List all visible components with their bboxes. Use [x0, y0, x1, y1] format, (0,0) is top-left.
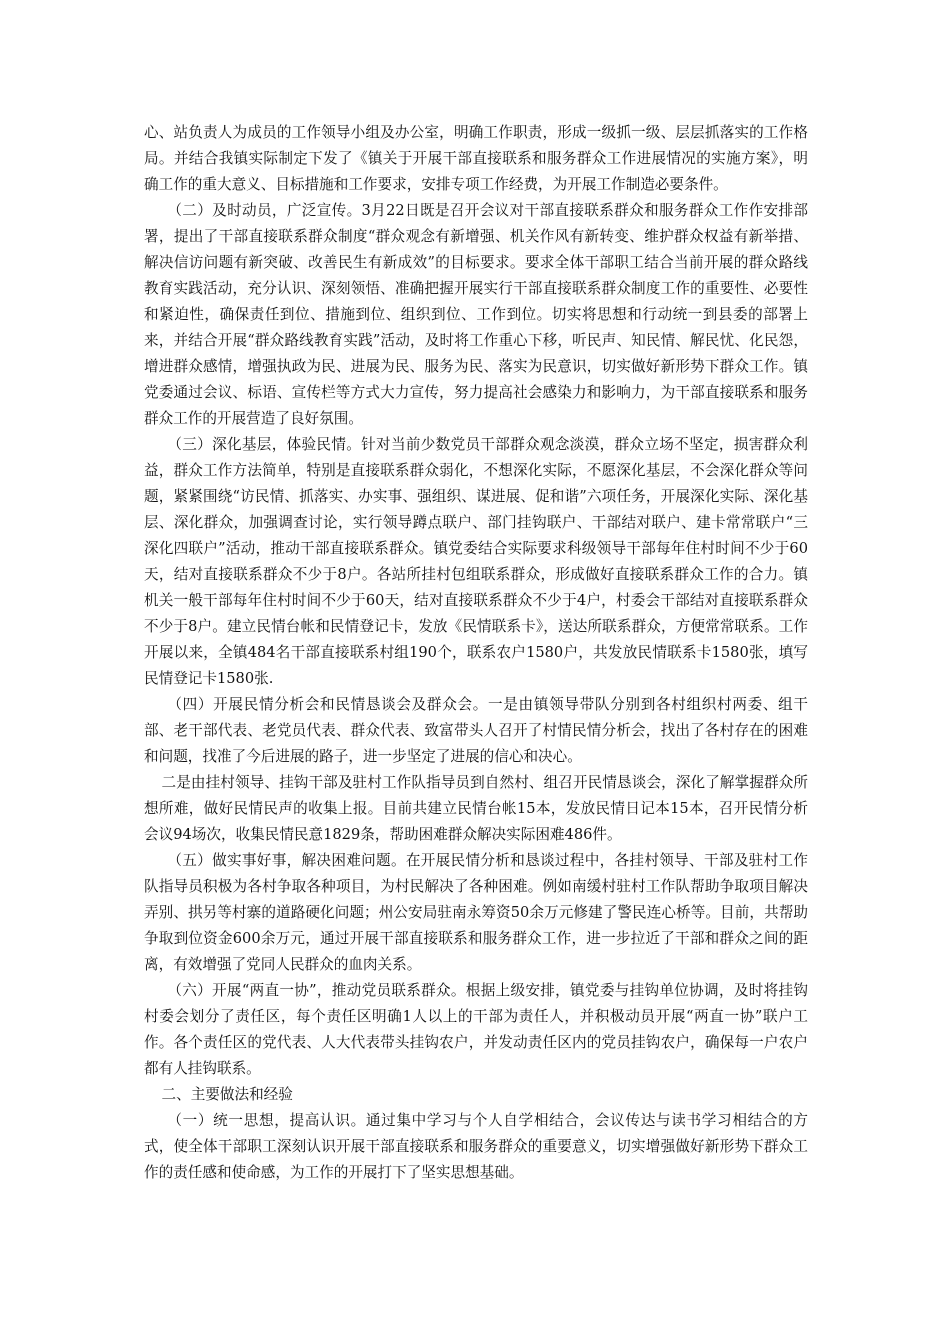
paragraph-unify-thinking: （一）统一思想，提高认识。通过集中学习与个人自学相结合，会议传达与读书学习相结合的方式，使全体干部职工深刻认识开展干部直接联系和服务群众的重要意义，切实增强做好新形势下群众工作的责任感和使命感，为工作的开展打下了坚实思想基础。	[144, 1112, 808, 1181]
section-heading: 二、主要做法和经验	[161, 1086, 293, 1103]
paragraph-mobilization: （二）及时动员，广泛宣传。3月22日既是召开会议对干部直接联系群众和服务群众工作作安排部署，提出了干部直接联系群众制度“群众观念有新增强、机关作风有新转变、维护群众权益有新举措、解决信访问题有新突破、改善民生有新成效”的目标要求。要求全体干部职工结合当前开展的群众路线教育实践活动，充分认识、深刻领悟、准确把握开展实行干部直接联系群众制度工作的重要性、必要性和紧迫性，确保责任到位、措施到位、组织到位、工作到位。切实将思想和行动统一到县委的部署上来，并结合开展“群众路线教育实践”活动，及时将工作重心下移，听民声、知民情、解民忧、化民怨，增进群众感情，增强执政为民、进展为民、服务为民、落实为民意识，切实做好新形势下群众工作。镇党委通过会议、标语、宣传栏等方式大力宣传，努力提高社会感染力和影响力，为干部直接联系和服务群众工作的开展营造了良好氛围。	[144, 202, 808, 427]
paragraph-two-direct-one-assist: （六）开展“两直一协”，推动党员联系群众。根据上级安排，镇党委与挂钩单位协调，及时将挂钩村委会划分了责任区，每个责任区明确1人以上的干部为责任人，并积极动员开展“两直一协”联户工作。各个责任区的党代表、人大代表带头挂钩农户，并发动责任区内的党员挂钩农户，确保每一户农户都有人挂钩联系。	[144, 982, 808, 1077]
document-body	[144, 120, 808, 1186]
paragraph-grassroots: （三）深化基层，体验民情。针对当前少数党员干部群众观念淡漠，群众立场不坚定，损害群众利益，群众工作方法简单，特别是直接联系群众弱化，不想深化实际，不愿深化基层，不会深化群众等问题，紧紧围绕“访民情、抓落实、办实事、强组织、谋进展、促和谐”六项任务，开展深化实际、深化基层、深化群众，加强调查讨论，实行领导蹲点联户、部门挂钩联户、干部结对联户、建卡常常联户“三深化四联户”活动，推动干部直接联系群众。镇党委结合实际要求科级领导干部每年住村时间不少于60天，结对直接联系群众不少于8户。各站所挂村包组联系群众，形成做好直接联系群众工作的合力。镇机关一般干部每年住村时间不少于60天，结对直接联系群众不少于4户，村委会干部结对直接联系群众不少于8户。建立民情台帐和民情登记卡，发放《民情联系卡》，送达所联系群众，方便常常联系。工作开展以来，全镇484名干部直接联系村组190个，联系农户1580户，共发放民情联系卡1580张，填写民情登记卡1580张.	[144, 436, 808, 687]
paragraph-second-item: 二是由挂村领导、挂钩干部及驻村工作队指导员到自然村、组召开民情恳谈会，深化了解掌握群众所想所难，做好民情民声的收集上报。目前共建立民情台帐15本，发放民情日记本15本，召开民情分析会议94场次，收集民情民意1829条，帮助困难群众解决实际困难486件。	[144, 774, 808, 843]
paragraph-analysis-meetings: （四）开展民情分析会和民情恳谈会及群众会。一是由镇领导带队分别到各村组织村两委、组干部、老干部代表、老党员代表、群众代表、致富带头人召开了村情民情分析会，找出了各村存在的困难和问题，找准了今后进展的路子，进一步坚定了进展的信心和决心。	[144, 696, 808, 765]
paragraph-continuation: 心、站负责人为成员的工作领导小组及办公室，明确工作职责，形成一级抓一级、层层抓落实的工作格局。并结合我镇实际制定下发了《镇关于开展干部直接联系和服务群众工作进展情况的实施方案》，明确工作的重大意义、目标措施和工作要求，安排专项工作经费，为开展工作制造必要条件。	[144, 124, 808, 193]
paragraph-practical-matters: （五）做实事好事，解决困难问题。在开展民情分析和恳谈过程中，各挂村领导、干部及驻村工作队指导员积极为各村争取各种项目，为村民解决了各种困难。例如南缓村驻村工作队帮助争取项目解决弄别、拱另等村寨的道路硬化问题；州公安局驻南永筹资50余万元修建了警民连心桥等。目前，共帮助争取到位资金600余万元，通过开展干部直接联系和服务群众工作，进一步拉近了干部和群众之间的距离，有效增强了党同人民群众的血肉关系。	[144, 852, 808, 973]
